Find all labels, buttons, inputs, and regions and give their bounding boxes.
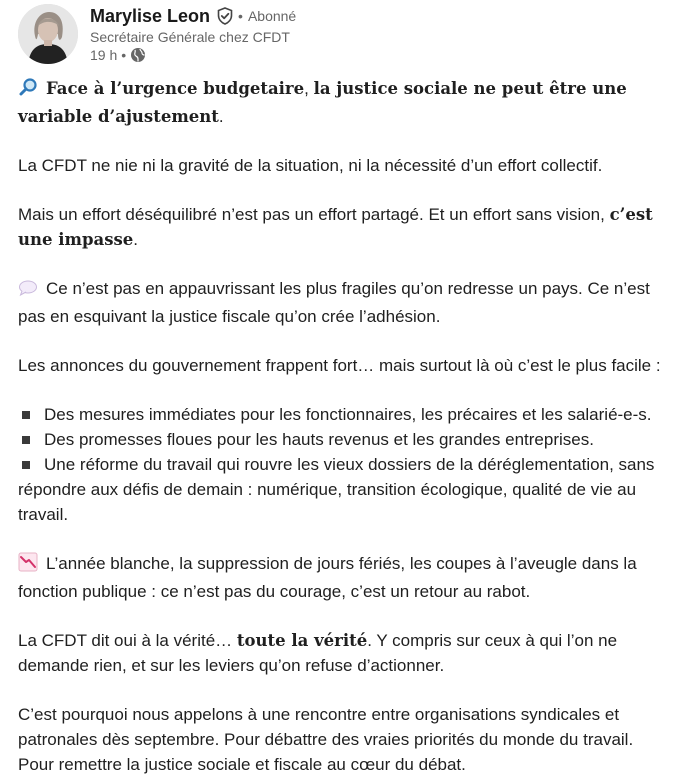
p4-text: Ce n’est pas en appauvrissant les plus fragiles qu’on redresse un pays. Ce n’est pas en esquivant la justice fiscale qu’on crée l’adhésion. <box>18 279 650 326</box>
author-headline: Secrétaire Générale chez CFDT <box>90 29 290 45</box>
globe-icon <box>130 47 146 63</box>
p3-text: Mais un effort déséquilibré n’est pas un effort partagé. Et un effort sans vision, <box>18 205 610 224</box>
bullet-icon <box>22 436 30 444</box>
author-name[interactable]: Marylise Leon <box>90 5 211 26</box>
post-paragraph-2: La CFDT ne nie ni la gravité de la situation, ni la nécessité d’un effort collectif. <box>18 156 603 175</box>
bullet-item: Des promesses floues pour les hauts revenus et les grandes entreprises. <box>18 427 670 452</box>
headline-sep: , <box>304 79 314 98</box>
headline-bold-1: Face à l’urgence budgetaire <box>46 79 305 98</box>
post-paragraph-6 <box>18 551 670 604</box>
post-paragraph-4 <box>18 276 670 329</box>
chart-decreasing-icon <box>18 552 38 579</box>
p3-bold: c’est une impasse <box>18 205 653 249</box>
verified-shield-icon <box>216 7 234 25</box>
post-paragraph-3 <box>18 202 670 252</box>
separator-dot: • <box>121 47 127 63</box>
post-header <box>18 4 658 70</box>
bullet-icon <box>22 461 30 469</box>
p3-end: . <box>133 230 139 249</box>
headline-end: . <box>218 107 224 126</box>
post-paragraph-5: Les annonces du gouvernement frappent fort… mais surtout là où c’est le plus facile : <box>18 356 661 375</box>
speech-bubble-icon <box>18 279 38 304</box>
magnifying-glass-icon <box>18 77 38 104</box>
bullet-item: Des mesures immédiates pour les fonctionnaires, les précaires et les salarié-e-s. <box>18 402 670 427</box>
headline-bold-2: la justice sociale ne peut être une variable d’ajustement <box>18 79 627 126</box>
name-row <box>90 4 296 28</box>
post-time[interactable]: 19 h <box>90 47 118 63</box>
author-meta <box>90 4 296 64</box>
p7-end: . Y compris sur ceux à qui l’on ne demande rien, et sur les leviers qu’on refuse d’actionner. <box>18 631 618 675</box>
p7-text: La CFDT dit oui à la vérité… <box>18 631 237 650</box>
post-paragraph-7 <box>18 628 670 678</box>
post-body <box>18 76 670 777</box>
bullet-icon <box>22 411 30 419</box>
post-time-row <box>90 46 296 64</box>
p6-text: L’année blanche, la suppression de jours fériés, les coupes à l’aveugle dans la fonction publique : ce n’est pas du courage, c’est un retour au rabot. <box>18 554 637 601</box>
bullet-item: Une réforme du travail qui rouvre les vieux dossiers de la déréglementation, sans répondre aux défis de demain : numérique, transition écologique, qualité de vie au travail. <box>18 455 655 524</box>
follow-status: Abonné <box>247 8 297 24</box>
avatar[interactable] <box>18 4 78 64</box>
post-paragraph-8: C’est pourquoi nous appelons à une rencontre entre organisations syndicales et patronales dès septembre. Pour débattre des vraies priorités du monde du travail. Pour remettre la justice sociale et fiscale au cœur du débat. <box>18 705 634 774</box>
post-paragraph-1 <box>18 76 670 129</box>
avatar-photo <box>18 4 78 64</box>
separator-dot: • <box>238 8 243 24</box>
p7-bold: toute la vérité <box>236 631 368 650</box>
